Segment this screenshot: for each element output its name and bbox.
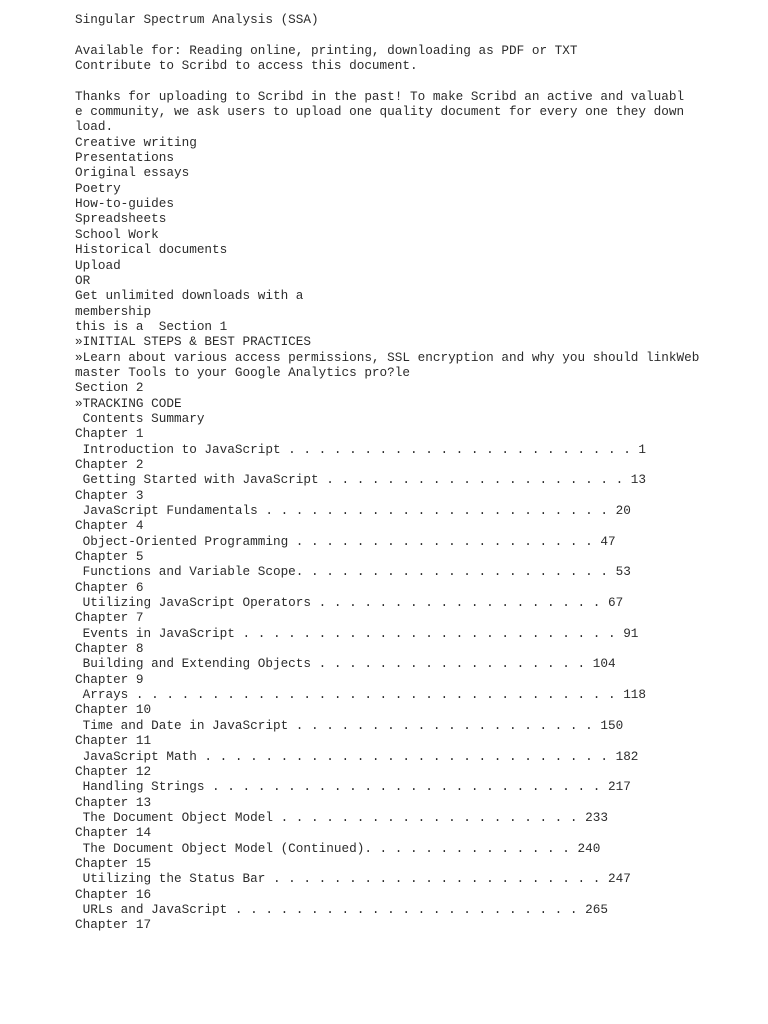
toc-entry[interactable]: Utilizing JavaScript Operators . . . . . . . . . . . . . . . . . . . 67 bbox=[75, 595, 624, 611]
toc-entry[interactable]: Object-Oriented Programming . . . . . . . . . . . . . . . . . . . . 47 bbox=[75, 533, 616, 549]
toc-chapter-label: Chapter 9 bbox=[75, 671, 144, 687]
upload-notice-line: load. bbox=[75, 119, 114, 135]
category-item[interactable]: Creative writing bbox=[75, 134, 197, 150]
toc-entry[interactable]: The Document Object Model . . . . . . . . . . . . . . . . . . . . 233 bbox=[75, 809, 608, 825]
toc-chapter-label: Chapter 4 bbox=[75, 518, 144, 534]
membership-link[interactable]: membership bbox=[75, 303, 152, 319]
toc-chapter-label: Chapter 5 bbox=[75, 549, 144, 565]
toc-chapter-label: Chapter 13 bbox=[75, 794, 152, 810]
toc-chapter-label: Chapter 7 bbox=[75, 610, 144, 626]
toc-chapter-label: Chapter 17 bbox=[75, 917, 152, 933]
toc-chapter-label: Chapter 3 bbox=[75, 487, 144, 503]
category-item[interactable]: Historical documents bbox=[75, 242, 228, 258]
category-item[interactable]: How-to-guides bbox=[75, 196, 174, 212]
category-item[interactable]: Spreadsheets bbox=[75, 211, 167, 227]
membership-link[interactable]: Get unlimited downloads with a bbox=[75, 288, 304, 304]
toc-entry[interactable]: Functions and Variable Scope. . . . . . . . . . . . . . . . . . . . . 53 bbox=[75, 564, 631, 580]
upload-notice-line: e community, we ask users to upload one quality document for every one they down bbox=[75, 104, 685, 120]
section-heading: Section 2 bbox=[75, 380, 144, 396]
toc-entry[interactable]: Handling Strings . . . . . . . . . . . . . . . . . . . . . . . . . . 217 bbox=[75, 779, 631, 795]
toc-entry[interactable]: JavaScript Fundamentals . . . . . . . . . . . . . . . . . . . . . . . 20 bbox=[75, 503, 631, 518]
toc-entry[interactable]: Time and Date in JavaScript . . . . . . . . . . . . . . . . . . . . 150 bbox=[75, 717, 624, 733]
toc-entry[interactable]: JavaScript Math . . . . . . . . . . . . . . . . . . . . . . . . . . . 182 bbox=[75, 748, 639, 764]
toc-chapter-label: Chapter 8 bbox=[75, 641, 144, 657]
section-link[interactable]: »Learn about various access permissions, SSL encryption and why you should linkWeb bbox=[75, 349, 700, 365]
section-link[interactable]: »TRACKING CODE bbox=[75, 395, 182, 411]
toc-chapter-label: Chapter 1 bbox=[75, 426, 144, 442]
upload-notice-line: Thanks for uploading to Scribd in the past! To make Scribd an active and valuabl bbox=[75, 88, 685, 104]
toc-entry[interactable]: URLs and JavaScript . . . . . . . . . . . . . . . . . . . . . . . 265 bbox=[75, 901, 608, 917]
toc-entry[interactable]: Utilizing the Status Bar . . . . . . . . . . . . . . . . . . . . . . 247 bbox=[75, 871, 631, 887]
document-title: Singular Spectrum Analysis (SSA) bbox=[75, 12, 319, 27]
toc-chapter-label: Chapter 6 bbox=[75, 579, 144, 595]
toc-entry[interactable]: Getting Started with JavaScript . . . . . . . . . . . . . . . . . . . . 13 bbox=[75, 472, 647, 488]
blank-line bbox=[75, 27, 745, 42]
contribute-line: Contribute to Scribd to access this document. bbox=[75, 58, 418, 74]
or-separator: OR bbox=[75, 272, 91, 288]
contents-summary-heading: Contents Summary bbox=[75, 410, 205, 426]
toc-chapter-label: Chapter 14 bbox=[75, 825, 152, 841]
availability-line: Available for: Reading online, printing, downloading as PDF or TXT bbox=[75, 42, 578, 58]
toc-entry[interactable]: The Document Object Model (Continued). . . . . . . . . . . . . . 240 bbox=[75, 840, 601, 856]
category-item[interactable]: Presentations bbox=[75, 150, 174, 166]
toc-chapter-label: Chapter 12 bbox=[75, 763, 152, 779]
toc-entry[interactable]: Events in JavaScript . . . . . . . . . . . . . . . . . . . . . . . . . 91 bbox=[75, 625, 639, 641]
document-page bbox=[75, 12, 745, 933]
category-item[interactable]: School Work bbox=[75, 226, 159, 242]
toc-chapter-label: Chapter 15 bbox=[75, 855, 152, 871]
toc-entry[interactable]: Arrays . . . . . . . . . . . . . . . . . . . . . . . . . . . . . . . . 118 bbox=[75, 687, 647, 703]
category-item[interactable]: Original essays bbox=[75, 165, 190, 181]
blank-line bbox=[75, 73, 745, 88]
toc-chapter-label: Chapter 11 bbox=[75, 733, 152, 749]
section-link[interactable]: »INITIAL STEPS & BEST PRACTICES bbox=[75, 334, 312, 350]
toc-chapter-label: Chapter 10 bbox=[75, 702, 152, 718]
category-item[interactable]: Poetry bbox=[75, 180, 121, 196]
upload-button[interactable]: Upload bbox=[75, 257, 121, 273]
table-of-contents bbox=[75, 426, 745, 932]
section-link[interactable]: master Tools to your Google Analytics pro?le bbox=[75, 364, 411, 380]
toc-chapter-label: Chapter 16 bbox=[75, 886, 152, 902]
toc-chapter-label: Chapter 2 bbox=[75, 456, 144, 472]
toc-entry[interactable]: Building and Extending Objects . . . . . . . . . . . . . . . . . . 104 bbox=[75, 656, 616, 672]
toc-entry[interactable]: Introduction to JavaScript . . . . . . . . . . . . . . . . . . . . . . . 1 bbox=[75, 441, 647, 457]
section-heading: this is a Section 1 bbox=[75, 318, 228, 334]
